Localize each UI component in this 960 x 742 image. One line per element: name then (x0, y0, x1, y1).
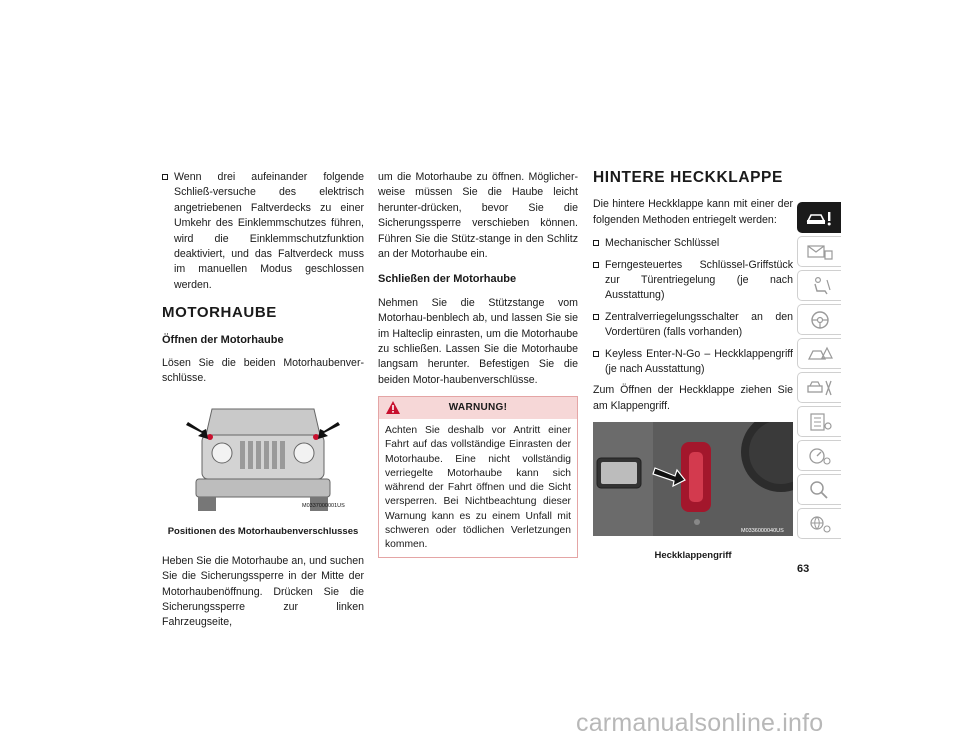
section-heading: MOTORHAUBE (162, 304, 277, 322)
figure-caption: Positionen des Motorhaubenverschlusses (167, 526, 359, 538)
list-item: Ferngesteuertes Schlüssel-Griffstück zur Türentriegelung (je nach Ausstattung) (593, 258, 793, 304)
tab-warning-car[interactable] (797, 338, 841, 369)
svg-text:M0336000040US: M0336000040US (741, 528, 784, 535)
paragraph: Zum Öffnen der Heckklappe ziehen Sie am Klappengriff. (593, 384, 793, 412)
column-2 (378, 170, 578, 558)
tab-steering-wheel[interactable] (797, 304, 841, 335)
tab-mail[interactable] (797, 236, 841, 267)
mail-icon (805, 242, 835, 262)
car-service-icon (805, 378, 835, 398)
warning-title: WARNUNG! (448, 402, 508, 414)
tab-search[interactable] (797, 474, 841, 505)
section-heading: HINTERE HECKKLAPPE (593, 169, 783, 186)
warning-car-icon (805, 344, 835, 364)
tab-gauge[interactable] (797, 440, 841, 471)
subheading: Öffnen der Motorhaube (162, 333, 284, 346)
car-info-icon (805, 209, 835, 227)
paragraph: um die Motorhaube zu öffnen. Möglicher-weise müssen Sie die Haube leicht herunter-drücken, bevor Sie die Sicherungssperre verschieben können. Führen Sie die Stütz-stange in den Schlitz an der Motorhaube ein. (378, 171, 578, 261)
paragraph: Nehmen Sie die Stützstange vom Motorhau-benblech ab, und lassen Sie sie im Halteclip einrasten, um die Motorhaube zu schließen. Lassen Sie die Motorhaube langsam herunter. Befestigen Sie die beiden Motor-haubenverschlüsse. (378, 296, 578, 386)
warning-box (378, 396, 578, 558)
language-icon (805, 514, 835, 534)
seat-icon (805, 276, 835, 296)
tab-car-info[interactable] (797, 202, 841, 233)
list-item: Wenn drei aufeinander folgende Schließ-versuche des elektrisch angetriebenen Faltverdecks zu einer Umkehr des Einklemmschutzes führen, wird die Einklemmschutzfunktion deaktiviert, und das Faltverdeck muss im manuellen Modus geschlossen werden. (162, 170, 364, 293)
watermark: carmanualsonline.info (576, 709, 824, 737)
warning-header (379, 397, 577, 419)
tab-language[interactable] (797, 508, 841, 539)
page-number: 63 (797, 563, 810, 575)
search-icon (805, 480, 835, 500)
column-3 (593, 170, 793, 577)
bullet-box-icon (593, 314, 599, 320)
gauge-icon (805, 446, 835, 466)
column-1 (162, 170, 364, 639)
bullet-box-icon (593, 262, 599, 268)
checklist-icon (805, 412, 835, 432)
paragraph: Heben Sie die Motorhaube an, und suchen Sie die Sicherungssperre in der Mitte der Motorhaubenöffnung. Drücken Sie die Sicherungssperre zur linken Fahrzeugseite, (162, 554, 364, 629)
chapter-tabs (797, 202, 841, 542)
bullet-box-icon (593, 240, 599, 246)
tab-checklist[interactable] (797, 406, 841, 437)
tailgate-handle-photo (593, 422, 793, 536)
tab-seat[interactable] (797, 270, 841, 301)
paragraph: Lösen Sie die beiden Motorhaubenver-schlüsse. (162, 357, 364, 385)
list-item: Mechanischer Schlüssel (593, 236, 793, 251)
jeep-front-illustration (180, 395, 346, 513)
warning-triangle-icon (385, 400, 401, 415)
list-item: Keyless Enter-N-Go – Heckklappengriff (je nach Ausstattung) (593, 347, 793, 378)
bullet-box-icon (162, 174, 168, 180)
paragraph: Die hintere Heckklappe kann mit einer der folgenden Methoden entriegelt werden: (593, 198, 793, 226)
list-item: Zentralverriegelungsschalter an den Vordertüren (falls vorhanden) (593, 310, 793, 341)
hood-latch-figure (162, 395, 364, 518)
tailgate-handle-figure (593, 422, 793, 541)
figure-caption: Heckklappengriff (654, 549, 732, 561)
tab-car-service[interactable] (797, 372, 841, 403)
bullet-box-icon (593, 351, 599, 357)
warning-text: Achten Sie deshalb vor Antritt einer Fahrt auf das vollständige Einrasten der Motorhaube. Eine nicht vollständig verriegelte Motorhaube kann sich während der Fahrt öffnen und die Sicht versperren. Bei Nichtbeachtung dieser Warnung kann es zu einem Unfall mit schweren oder tödlichen Verletzungen kommen. (385, 425, 571, 550)
steering-wheel-icon (805, 310, 835, 330)
svg-text:M0337000001US: M0337000001US (302, 502, 345, 509)
subheading: Schließen der Motorhaube (378, 273, 517, 286)
